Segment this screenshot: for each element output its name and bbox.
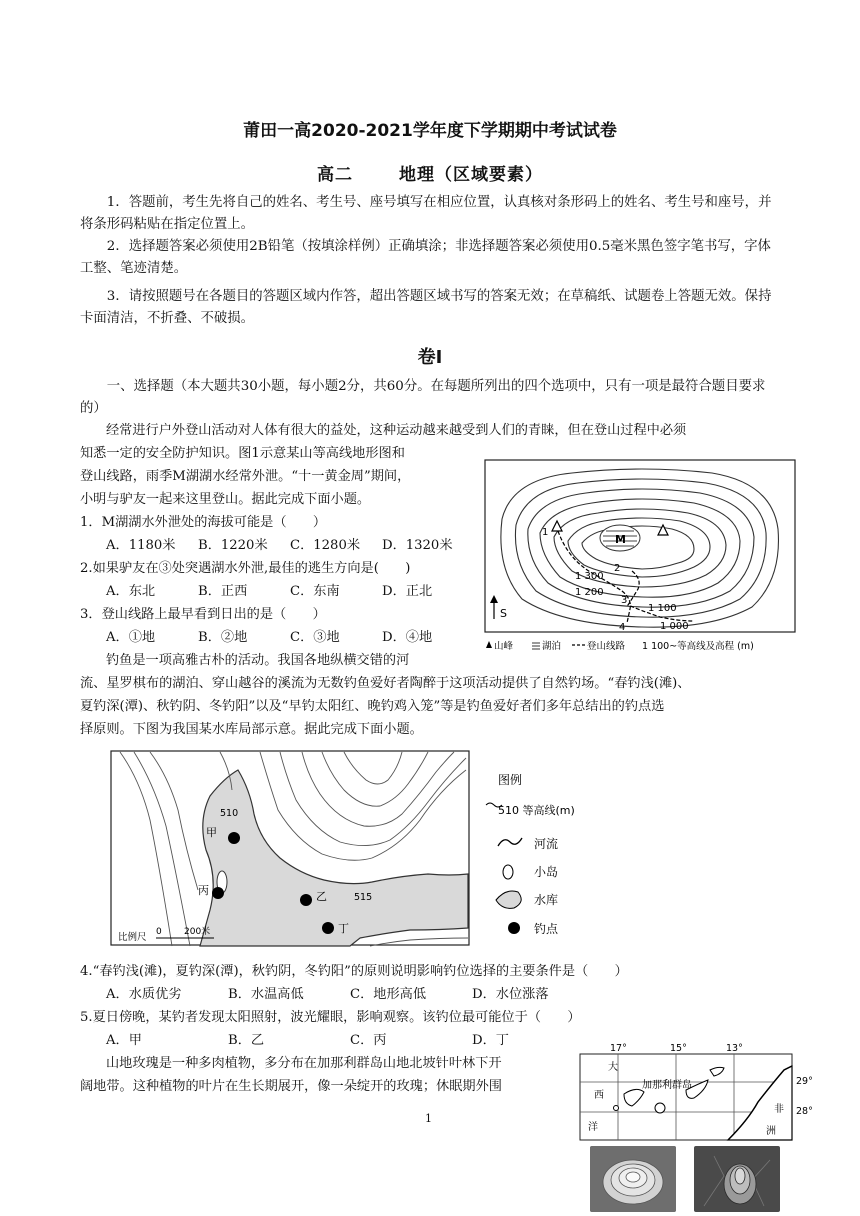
legend-title: 图例 <box>498 773 523 787</box>
question-3-stem: 3．登山线路上最早看到日出的是（ ） <box>80 607 326 622</box>
q3-option-b[interactable]: B．②地 <box>198 630 248 645</box>
instruction-3: 3．请按照题号在各题目的答题区域内作答，超出答题区域书写的答案无效；在草稿纸、试题卷上答题无效。保持卡面清洁，不折叠、不破损。 <box>80 289 772 326</box>
q2-option-b[interactable]: B．正西 <box>198 584 248 599</box>
question-4-stem: 4.“春钓浅(滩)，夏钓深(潭)，秋钓阴，冬钓阳”的原则说明影响钓位选择的主要条件是（ ） <box>80 964 628 979</box>
contour-510-label: 510 <box>220 808 239 819</box>
passage3-line-2: 阔地带。这种植物的叶片在生长期展开，像一朵绽开的玫瑰；休眠期外围 <box>80 1079 502 1094</box>
canary-map-figure <box>578 1040 828 1144</box>
passage2-line-4: 择原则。下图为我国某水库局部示意。据此完成下面小题。 <box>80 722 423 737</box>
lat-28-label: 28° <box>796 1106 813 1117</box>
lon-17-label: 17° <box>610 1043 627 1054</box>
contour-1300-label: 1 300 <box>575 571 604 582</box>
point-1-label: 1 <box>542 527 549 538</box>
q5-option-b[interactable]: B．乙 <box>228 1033 265 1048</box>
lat-29-label: 29° <box>796 1076 813 1087</box>
question-4-options <box>106 984 549 1006</box>
contour-1200-label: 1 200 <box>575 587 604 598</box>
contour-map <box>482 459 798 653</box>
q5-option-c[interactable]: C．丙 <box>350 1033 387 1048</box>
exam-subtitle <box>0 160 860 185</box>
legend-route: 登山线路 <box>587 641 626 652</box>
q1-option-d[interactable]: D．1320米 <box>382 538 453 553</box>
spot-ding-label: 丁 <box>338 922 349 935</box>
lon-13-label: 13° <box>726 1043 743 1054</box>
passage1-line-3: 登山线路，雨季M湖湖水经常外泄。“十一黄金周”期间， <box>80 469 411 484</box>
legend-reservoir: 水库 <box>534 893 559 907</box>
contour-1000-label: 1 000 <box>660 621 689 632</box>
passage1-line-2: 知悉一定的安全防护知识。图1示意某山等高线地形图和 <box>80 446 405 461</box>
reservoir-map <box>110 750 606 948</box>
scale-label: 比例尺 <box>118 932 147 943</box>
passage2-line-3: 夏钓深(潭)、秋钓阴、冬钓阳”以及“早钓太阳红、晚钓鸡入笼”等是钓鱼爱好者们多年总结出的钓点选 <box>80 699 665 714</box>
point-3-label: 3 <box>621 595 628 606</box>
q3-option-a[interactable]: A．①地 <box>106 630 156 645</box>
lake-m-label: M <box>615 533 626 546</box>
grade-label: 高二 <box>317 165 353 185</box>
canary-islands-label: 加那利群岛 <box>642 1080 692 1091</box>
passage2-line-2: 流、星罗棋布的湖泊、穿山越谷的溪流为无数钓鱼爱好者陶醉于这项活动提供了自然钓场。“春钓浅(滩)、 <box>80 676 691 691</box>
africa-char-2: 洲 <box>766 1126 776 1137</box>
q2-option-a[interactable]: A．东北 <box>106 584 156 599</box>
spot-jia-label: 甲 <box>206 826 217 839</box>
question-5-options <box>106 1030 509 1052</box>
lon-15-label: 15° <box>670 1043 687 1054</box>
q2-option-d[interactable]: D．正北 <box>382 584 433 599</box>
q2-option-c[interactable]: C．东南 <box>290 584 340 599</box>
legend-contour-line: 510 等高线(m) <box>498 804 575 817</box>
exam-title: 莆田一高2020-2021学年度下学期期中考试试卷 <box>243 121 617 141</box>
point-2-label: 2 <box>614 563 621 574</box>
passage1-line-4: 小明与驴友一起来这里登山。据此完成下面小题。 <box>80 492 371 507</box>
instruction-2: 2．选择题答案必须使用2B铅笔（按填涂样例）正确填涂；非选择题答案必须使用0.5毫米黑色签字笔书写，字体工整、笔迹清楚。 <box>80 239 771 276</box>
q3-option-d[interactable]: D．④地 <box>382 630 433 645</box>
passage3-line-1: 山地玫瑰是一种多肉植物，多分布在加那利群岛山地北坡针叶林下开 <box>106 1056 502 1071</box>
legend-peak: 山峰 <box>494 641 514 652</box>
q3-option-c[interactable]: C．③地 <box>290 630 340 645</box>
legend-fishing-spot: 钓点 <box>534 922 559 936</box>
spot-yi-label: 乙 <box>316 890 327 903</box>
q1-option-c[interactable]: C．1280米 <box>290 538 361 553</box>
ocean-char-2: 西 <box>594 1090 604 1101</box>
subject-label: 地理（区域要素） <box>399 165 543 185</box>
section-title: 卷I <box>417 347 443 368</box>
question-5-stem: 5.夏日傍晚，某钓者发现太阳照射，波光耀眼，影响观察。该钓位最可能位于（ ） <box>80 1010 581 1025</box>
q5-option-a[interactable]: A．甲 <box>106 1033 142 1048</box>
africa-char-1: 非 <box>774 1104 784 1115</box>
ocean-char-3: 洋 <box>588 1122 598 1133</box>
legend-river: 河流 <box>534 837 559 851</box>
contour-map-figure <box>482 459 798 653</box>
spot-bing-label: 丙 <box>198 884 209 897</box>
contour-515-label: 515 <box>354 892 373 903</box>
question-3-options <box>106 627 432 649</box>
question-2-options <box>106 581 432 603</box>
question-2-stem: 2.如果驴友在③处突遇湖水外泄,最佳的逃生方向是( ) <box>80 561 411 576</box>
south-arrow-label: S <box>500 607 507 620</box>
rose-photo-dormant <box>694 1146 780 1212</box>
legend-island: 小岛 <box>534 865 559 879</box>
legend-contour: 1 100~等高线及高程 (m) <box>642 641 754 652</box>
q4-option-c[interactable]: C．地形高低 <box>350 987 427 1002</box>
q5-option-d[interactable]: D．丁 <box>472 1033 509 1048</box>
instruction-1: 1．答题前，考生先将自己的姓名、考生号、座号填写在相应位置，认真核对条形码上的姓名、考生号和座号，并将条形码粘贴在指定位置上。 <box>80 195 772 232</box>
scale-zero: 0 <box>156 927 162 937</box>
rose-photo-open <box>590 1146 676 1212</box>
scale-length: 200米 <box>184 927 211 937</box>
section-intro: 一、选择题（本大题共30小题，每小题2分，共60分。在每题所列出的四个选项中，只有一项是最符合题目要求的） <box>80 379 766 416</box>
contour-1100-label: 1 100 <box>648 603 677 614</box>
q1-option-a[interactable]: A．1180米 <box>106 538 176 553</box>
legend-lake: 湖泊 <box>542 641 562 652</box>
canary-map <box>578 1040 828 1144</box>
passage2-line-1: 钓鱼是一项高雅古朴的活动。我国各地纵横交错的河 <box>106 653 410 668</box>
reservoir-map-figure <box>110 750 606 948</box>
q4-option-b[interactable]: B．水温高低 <box>228 987 304 1002</box>
q4-option-d[interactable]: D．水位涨落 <box>472 987 549 1002</box>
q1-option-b[interactable]: B．1220米 <box>198 538 268 553</box>
question-1-options <box>106 535 453 557</box>
point-4-label: 4 <box>619 622 626 633</box>
ocean-char-1: 大 <box>608 1062 618 1073</box>
page-number: 1 <box>425 1112 432 1125</box>
passage1-line-1: 经常进行户外登山活动对人体有很大的益处，这种运动越来越受到人们的青睐，但在登山过程中必须 <box>106 423 687 438</box>
question-1-stem: 1．M湖湖水外泄处的海拔可能是（ ） <box>80 515 327 530</box>
q4-option-a[interactable]: A．水质优劣 <box>106 987 182 1002</box>
